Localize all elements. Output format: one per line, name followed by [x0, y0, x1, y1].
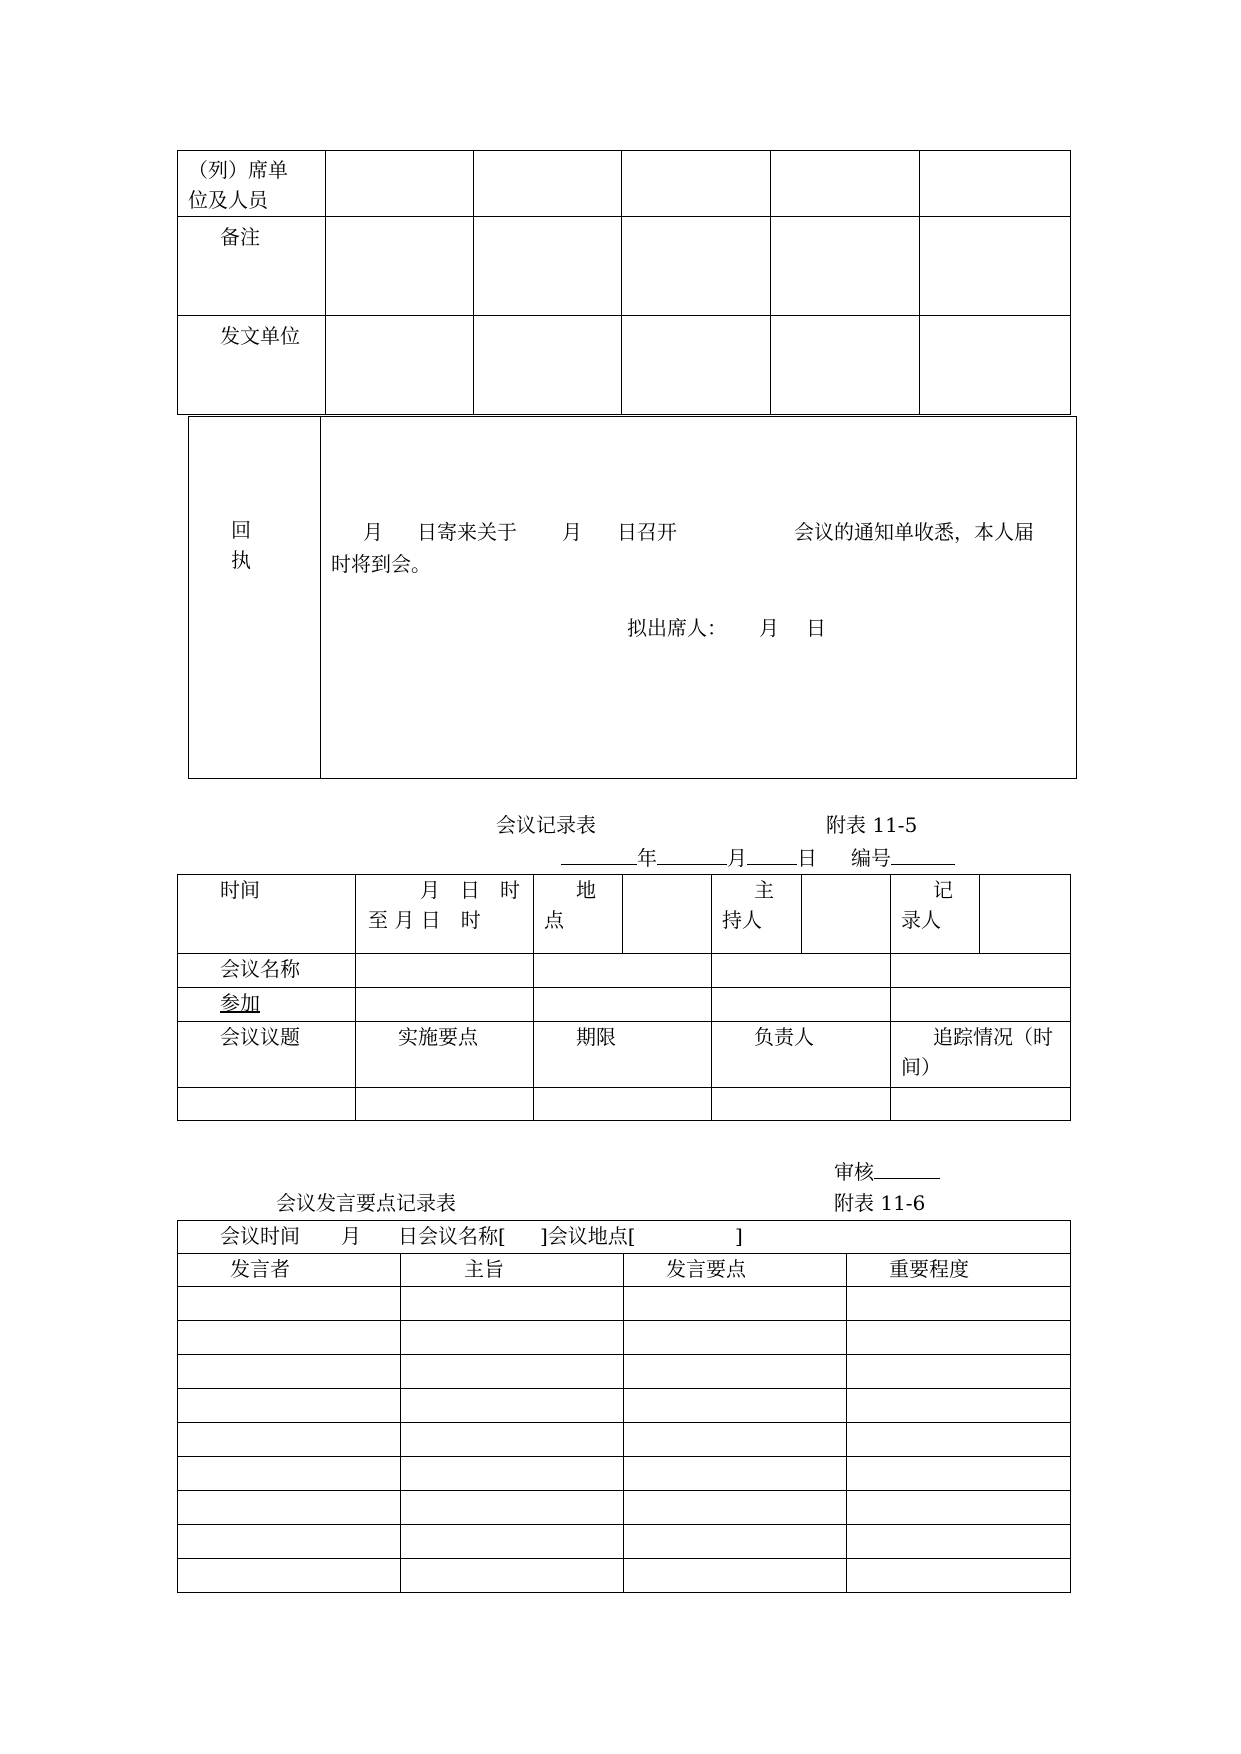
- day-blank[interactable]: [747, 842, 797, 865]
- speaker-cell[interactable]: [178, 1457, 401, 1491]
- deadline-value-cell[interactable]: [534, 1088, 712, 1121]
- receipt-text-sent-about: 日寄来关于: [417, 520, 517, 544]
- remarks-label: 备注: [220, 225, 260, 249]
- review-label: 审核: [834, 1160, 874, 1184]
- host-label-line2: 持人: [722, 908, 762, 932]
- meeting-name-cell-4[interactable]: [891, 954, 1071, 988]
- importance-cell[interactable]: [847, 1559, 1071, 1593]
- theme-cell[interactable]: [401, 1525, 624, 1559]
- issuer-cell-4[interactable]: [771, 316, 920, 415]
- points-cell[interactable]: [624, 1491, 847, 1525]
- theme-cell[interactable]: [401, 1423, 624, 1457]
- key-points-label-cell: [356, 1022, 534, 1088]
- info-close-bracket: ]: [735, 1224, 743, 1248]
- attendees-cell-4[interactable]: [771, 151, 920, 217]
- attend-label: 参加: [220, 991, 260, 1015]
- place-label-cell: [534, 875, 623, 954]
- meeting-name-cell-1[interactable]: [356, 954, 534, 988]
- time-label-cell: [178, 875, 356, 954]
- date-month-label: 月: [727, 846, 747, 870]
- time-from: 月 日 时: [420, 878, 520, 902]
- receipt-sign-label: 拟出席人：: [627, 616, 727, 640]
- speaker-cell[interactable]: [178, 1423, 401, 1457]
- table-row: [178, 1525, 1071, 1559]
- info-time-label: 会议时间: [220, 1224, 300, 1248]
- tracking-value-cell[interactable]: [891, 1088, 1071, 1121]
- speaker-cell[interactable]: [178, 1525, 401, 1559]
- points-cell[interactable]: [624, 1355, 847, 1389]
- importance-cell[interactable]: [847, 1491, 1071, 1525]
- remarks-cell-1[interactable]: [326, 217, 474, 316]
- header-points-cell: [624, 1254, 847, 1287]
- owner-label: 负责人: [754, 1025, 814, 1049]
- attend-cell-4[interactable]: [891, 988, 1071, 1022]
- key-points-label: 实施要点: [398, 1025, 478, 1049]
- receipt-label-line1: 回: [231, 518, 251, 542]
- host-value-cell[interactable]: [802, 875, 891, 954]
- deadline-label-cell: [534, 1022, 712, 1088]
- points-cell[interactable]: [624, 1559, 847, 1593]
- notice-table: [177, 150, 1071, 415]
- meeting-name-label: 会议名称: [220, 957, 300, 981]
- speaker-cell[interactable]: [178, 1355, 401, 1389]
- attendees-cell-2[interactable]: [474, 151, 622, 217]
- table-row: [178, 1355, 1071, 1389]
- receipt-table: [188, 416, 1077, 779]
- meeting-name-cell-3[interactable]: [712, 954, 891, 988]
- remarks-cell-4[interactable]: [771, 217, 920, 316]
- receipt-text-convened: 日召开: [617, 520, 677, 544]
- theme-cell[interactable]: [401, 1355, 624, 1389]
- speech-info-cell: [178, 1221, 1071, 1254]
- speaker-cell[interactable]: [178, 1321, 401, 1355]
- month-blank[interactable]: [657, 842, 727, 865]
- points-cell[interactable]: [624, 1389, 847, 1423]
- importance-cell[interactable]: [847, 1457, 1071, 1491]
- speech-appendix: 附表 11-6: [834, 1191, 926, 1215]
- issuer-label: 发文单位: [220, 324, 300, 348]
- deadline-label: 期限: [576, 1025, 616, 1049]
- points-cell[interactable]: [624, 1457, 847, 1491]
- owner-label-cell: [712, 1022, 891, 1088]
- theme-cell[interactable]: [401, 1287, 624, 1321]
- date-year-label: 年: [637, 846, 657, 870]
- table-row: [178, 1287, 1071, 1321]
- time-to: 至 月 日 时: [368, 908, 481, 932]
- attendees-label-line2: 位及人员: [188, 188, 268, 212]
- info-name-label: 日会议名称[: [398, 1224, 506, 1248]
- speaker-cell[interactable]: [178, 1389, 401, 1423]
- attend-cell-3[interactable]: [712, 988, 891, 1022]
- theme-cell[interactable]: [401, 1457, 624, 1491]
- issuer-cell-2[interactable]: [474, 316, 622, 415]
- attendees-cell-1[interactable]: [326, 151, 474, 217]
- receipt-sign-month: 月: [759, 616, 779, 640]
- table-row: [178, 1457, 1071, 1491]
- receipt-text-month: 月: [363, 520, 383, 544]
- serial-blank[interactable]: [891, 842, 955, 865]
- header-importance: 重要程度: [889, 1257, 969, 1281]
- tracking-label-line2: 间）: [901, 1055, 941, 1079]
- speech-table: [177, 1220, 1071, 1593]
- review-blank[interactable]: [874, 1156, 940, 1179]
- place-value-cell[interactable]: [623, 875, 712, 954]
- key-points-value-cell[interactable]: [356, 1088, 534, 1121]
- importance-cell[interactable]: [847, 1321, 1071, 1355]
- attendees-cell-5[interactable]: [920, 151, 1071, 217]
- speech-title: 会议发言要点记录表: [276, 1191, 456, 1215]
- issuer-cell-1[interactable]: [326, 316, 474, 415]
- year-blank[interactable]: [561, 842, 637, 865]
- recorder-value-cell[interactable]: [980, 875, 1071, 954]
- remarks-cell-2[interactable]: [474, 217, 622, 316]
- recorder-label-line1: 记: [933, 878, 953, 902]
- issuer-cell-3[interactable]: [622, 316, 771, 415]
- attend-cell-2[interactable]: [534, 988, 712, 1022]
- attendees-cell-3[interactable]: [622, 151, 771, 217]
- time-label: 时间: [220, 878, 260, 902]
- header-theme-cell: [401, 1254, 624, 1287]
- remarks-cell-3[interactable]: [622, 217, 771, 316]
- receipt-text-month-2: 月: [562, 520, 582, 544]
- receipt-content-cell[interactable]: [321, 417, 1077, 779]
- speaker-cell[interactable]: [178, 1491, 401, 1525]
- attend-label-cell: [178, 988, 356, 1022]
- receipt-label-line2: 执: [231, 548, 251, 572]
- attendees-label-line1: （列）席单: [188, 158, 288, 182]
- tracking-label-line1: 追踪情况（时: [933, 1025, 1053, 1049]
- meeting-name-label-cell: [178, 954, 356, 988]
- theme-cell[interactable]: [401, 1321, 624, 1355]
- speaker-cell[interactable]: [178, 1559, 401, 1593]
- host-label-cell: [712, 875, 802, 954]
- meeting-name-cell-2[interactable]: [534, 954, 712, 988]
- table-row: [178, 1423, 1071, 1457]
- topic-label-cell: [178, 1022, 356, 1088]
- recorder-label-line2: 录人: [901, 908, 941, 932]
- minutes-date-line: [561, 842, 955, 873]
- place-label-line1: 地: [576, 878, 596, 902]
- header-speaker-cell: [178, 1254, 401, 1287]
- review-line: [834, 1156, 940, 1187]
- receipt-text-notice-received: 会议的通知单收悉，本人届: [794, 520, 1034, 544]
- topic-label: 会议议题: [220, 1025, 300, 1049]
- serial-label: 编号: [851, 846, 891, 870]
- issuer-cell-5[interactable]: [920, 316, 1071, 415]
- header-points: 发言要点: [666, 1257, 746, 1281]
- remarks-label-cell: [178, 217, 326, 316]
- owner-value-cell[interactable]: [712, 1088, 891, 1121]
- theme-cell[interactable]: [401, 1559, 624, 1593]
- tracking-label-cell: [891, 1022, 1071, 1088]
- place-label-line2: 点: [544, 908, 564, 932]
- points-cell[interactable]: [624, 1321, 847, 1355]
- receipt-text-attend: 时将到会。: [331, 552, 431, 576]
- importance-cell[interactable]: [847, 1423, 1071, 1457]
- time-range-cell[interactable]: [356, 875, 534, 954]
- date-day-label: 日: [797, 846, 817, 870]
- importance-cell[interactable]: [847, 1287, 1071, 1321]
- table-row: [178, 1321, 1071, 1355]
- minutes-table: [177, 874, 1071, 1121]
- info-month-label: 月: [341, 1224, 361, 1248]
- remarks-cell-5[interactable]: [920, 217, 1071, 316]
- points-cell[interactable]: [624, 1287, 847, 1321]
- minutes-title: 会议记录表: [496, 813, 596, 837]
- table-row: [178, 1559, 1071, 1593]
- attend-cell-1[interactable]: [356, 988, 534, 1022]
- receipt-sign-day: 日: [806, 616, 826, 640]
- points-cell[interactable]: [624, 1423, 847, 1457]
- attendees-label-cell: [178, 151, 326, 217]
- header-speaker: 发言者: [230, 1257, 290, 1281]
- importance-cell[interactable]: [847, 1355, 1071, 1389]
- table-row: [178, 1491, 1071, 1525]
- issuer-label-cell: [178, 316, 326, 415]
- theme-cell[interactable]: [401, 1491, 624, 1525]
- topic-value-cell[interactable]: [178, 1088, 356, 1121]
- theme-cell[interactable]: [401, 1389, 624, 1423]
- host-label-line1: 主: [754, 878, 774, 902]
- importance-cell[interactable]: [847, 1389, 1071, 1423]
- header-theme: 主旨: [464, 1257, 504, 1281]
- recorder-label-cell: [891, 875, 980, 954]
- speaker-cell[interactable]: [178, 1287, 401, 1321]
- header-importance-cell: [847, 1254, 1071, 1287]
- info-place-label: ]会议地点[: [540, 1224, 636, 1248]
- minutes-appendix: 附表 11-5: [826, 813, 918, 837]
- receipt-label-cell: [189, 417, 321, 779]
- table-row: [178, 1389, 1071, 1423]
- points-cell[interactable]: [624, 1525, 847, 1559]
- importance-cell[interactable]: [847, 1525, 1071, 1559]
